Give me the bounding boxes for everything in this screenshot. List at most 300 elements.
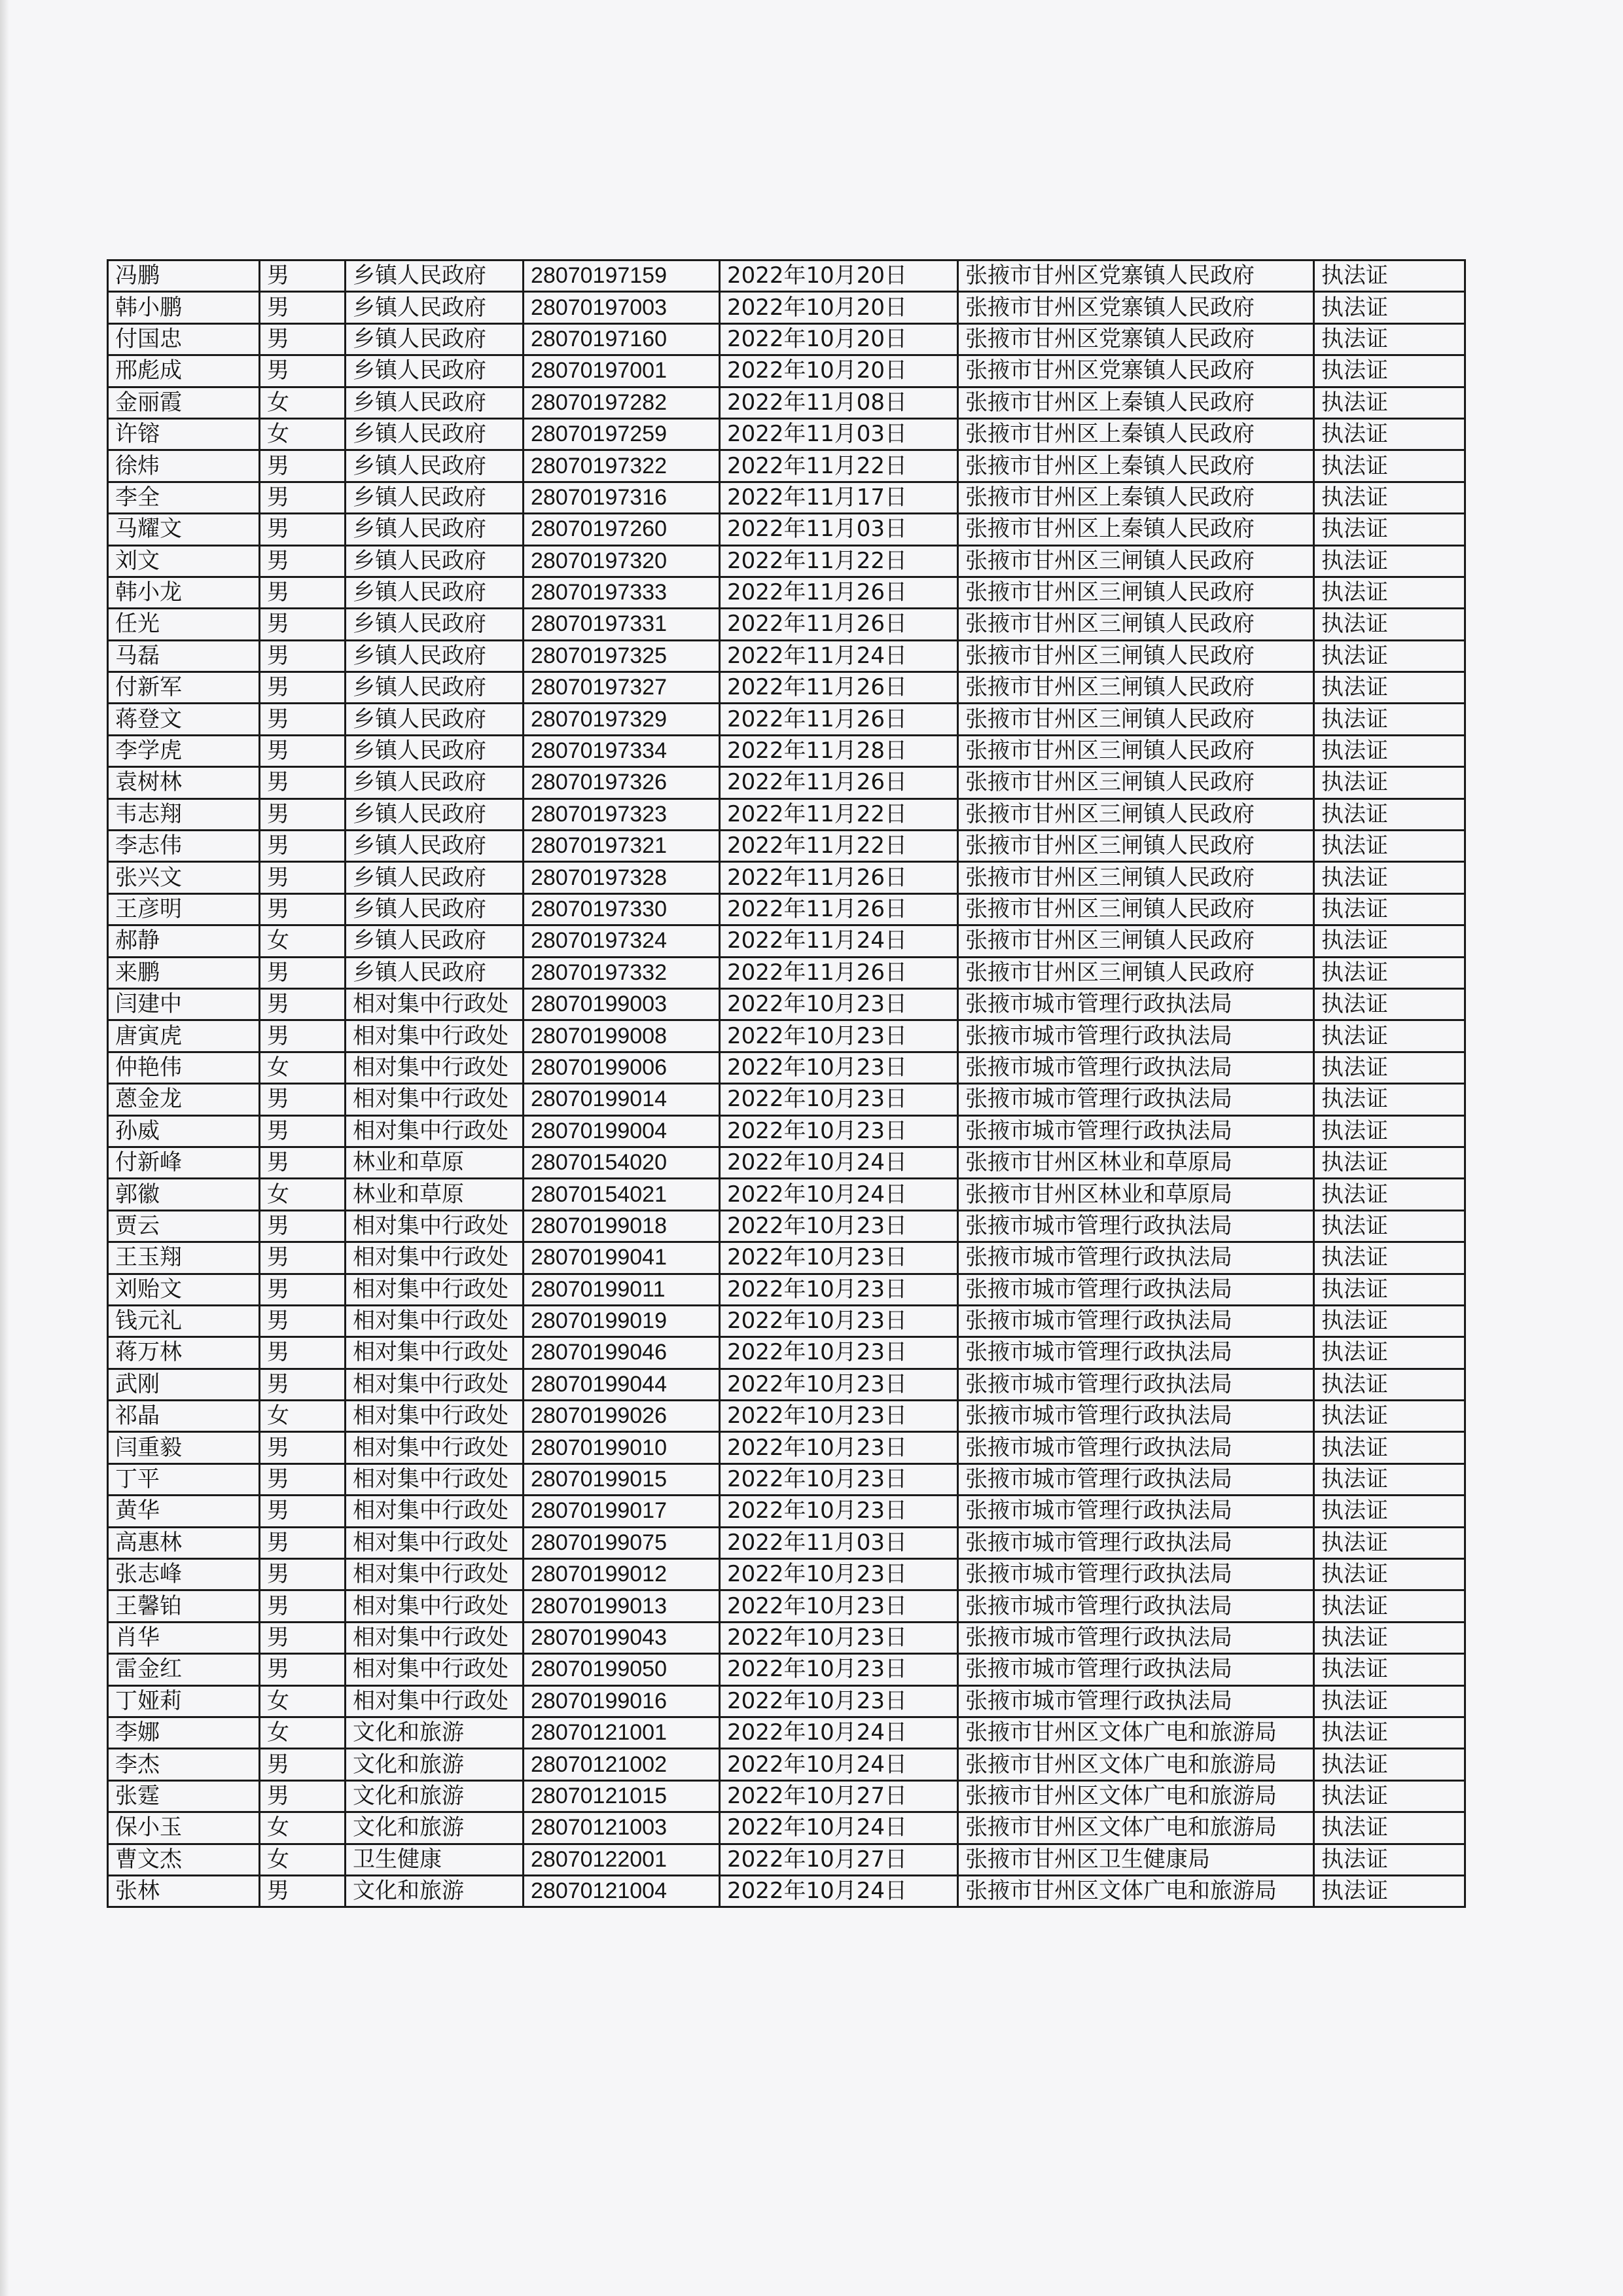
- gender-cell: 男: [260, 260, 346, 292]
- issue-date-cell: 2022年11月17日: [720, 482, 958, 513]
- table-row: [108, 1432, 1465, 1463]
- issue-date-cell: 2022年10月20日: [720, 292, 958, 323]
- issue-date-cell: 2022年10月23日: [720, 1210, 958, 1242]
- name-cell: 雷金红: [108, 1654, 260, 1685]
- gender-cell: 男: [260, 640, 346, 672]
- issue-date-cell: 2022年11月28日: [720, 735, 958, 766]
- gender-cell: 男: [260, 767, 346, 798]
- table-row: [108, 1147, 1465, 1178]
- table-row: [108, 1875, 1465, 1907]
- table-row: [108, 862, 1465, 893]
- certificate-number-cell: 28070197323: [524, 798, 720, 830]
- category-cell: 文化和旅游: [346, 1780, 524, 1812]
- category-cell: 乡镇人民政府: [346, 323, 524, 355]
- certificate-type-cell: 执法证: [1314, 355, 1465, 387]
- certificate-type-cell: 执法证: [1314, 482, 1465, 513]
- certificate-type-cell: 执法证: [1314, 387, 1465, 418]
- category-cell: 乡镇人民政府: [346, 292, 524, 323]
- name-cell: 蒋登文: [108, 704, 260, 735]
- issue-date-cell: 2022年10月23日: [720, 1305, 958, 1336]
- name-cell: 来鹏: [108, 957, 260, 988]
- category-cell: 相对集中行政处: [346, 1242, 524, 1274]
- gender-cell: 男: [260, 1337, 346, 1369]
- name-cell: 闫建中: [108, 988, 260, 1020]
- table-row: [108, 1463, 1465, 1495]
- name-cell: 钱元礼: [108, 1305, 260, 1336]
- agency-cell: 张掖市城市管理行政执法局: [958, 1052, 1314, 1083]
- gender-cell: 男: [260, 1590, 346, 1622]
- issue-date-cell: 2022年10月23日: [720, 1369, 958, 1400]
- issue-date-cell: 2022年11月24日: [720, 925, 958, 957]
- gender-cell: 男: [260, 450, 346, 482]
- table-row: [108, 418, 1465, 450]
- category-cell: 相对集中行政处: [346, 1115, 524, 1147]
- issue-date-cell: 2022年11月22日: [720, 450, 958, 482]
- agency-cell: 张掖市甘州区三闸镇人民政府: [958, 640, 1314, 672]
- name-cell: 丁平: [108, 1463, 260, 1495]
- gender-cell: 女: [260, 925, 346, 957]
- category-cell: 乡镇人民政府: [346, 798, 524, 830]
- agency-cell: 张掖市城市管理行政执法局: [958, 1432, 1314, 1463]
- name-cell: 韦志翔: [108, 798, 260, 830]
- certificate-type-cell: 执法证: [1314, 862, 1465, 893]
- certificate-number-cell: 28070197259: [524, 418, 720, 450]
- issue-date-cell: 2022年10月20日: [720, 355, 958, 387]
- table-row: [108, 1717, 1465, 1748]
- issue-date-cell: 2022年10月20日: [720, 323, 958, 355]
- category-cell: 文化和旅游: [346, 1875, 524, 1907]
- category-cell: 相对集中行政处: [346, 1654, 524, 1685]
- category-cell: 相对集中行政处: [346, 1432, 524, 1463]
- certificate-number-cell: 28070199041: [524, 1242, 720, 1274]
- certificate-type-cell: 执法证: [1314, 1274, 1465, 1305]
- table-row: [108, 957, 1465, 988]
- name-cell: 唐寅虎: [108, 1020, 260, 1052]
- gender-cell: 男: [260, 1496, 346, 1527]
- certificate-number-cell: 28070197003: [524, 292, 720, 323]
- certificate-number-cell: 28070197331: [524, 609, 720, 640]
- category-cell: 文化和旅游: [346, 1749, 524, 1780]
- issue-date-cell: 2022年10月23日: [720, 1084, 958, 1115]
- certificate-type-cell: 执法证: [1314, 831, 1465, 862]
- gender-cell: 女: [260, 1052, 346, 1083]
- certificate-number-cell: 28070197159: [524, 260, 720, 292]
- certificate-number-cell: 28070199075: [524, 1527, 720, 1558]
- category-cell: 乡镇人民政府: [346, 640, 524, 672]
- issue-date-cell: 2022年11月26日: [720, 577, 958, 608]
- gender-cell: 男: [260, 798, 346, 830]
- gender-cell: 男: [260, 1115, 346, 1147]
- category-cell: 相对集中行政处: [346, 1685, 524, 1717]
- issue-date-cell: 2022年10月23日: [720, 1590, 958, 1622]
- table-row: [108, 1590, 1465, 1622]
- certificate-number-cell: 28070197324: [524, 925, 720, 957]
- certificate-number-cell: 28070199046: [524, 1337, 720, 1369]
- table-row: [108, 1274, 1465, 1305]
- certificate-number-cell: 28070199026: [524, 1401, 720, 1432]
- category-cell: 相对集中行政处: [346, 1496, 524, 1527]
- gender-cell: 女: [260, 1844, 346, 1875]
- certificate-type-cell: 执法证: [1314, 1654, 1465, 1685]
- category-cell: 乡镇人民政府: [346, 735, 524, 766]
- agency-cell: 张掖市甘州区三闸镇人民政府: [958, 798, 1314, 830]
- name-cell: 李杰: [108, 1749, 260, 1780]
- table-row: [108, 482, 1465, 513]
- gender-cell: 男: [260, 862, 346, 893]
- certificate-number-cell: 28070154021: [524, 1179, 720, 1210]
- agency-cell: 张掖市城市管理行政执法局: [958, 1305, 1314, 1336]
- certificate-type-cell: 执法证: [1314, 1369, 1465, 1400]
- gender-cell: 男: [260, 1654, 346, 1685]
- category-cell: 乡镇人民政府: [346, 514, 524, 545]
- name-cell: 张志峰: [108, 1559, 260, 1590]
- certificate-type-cell: 执法证: [1314, 1812, 1465, 1844]
- table-row: [108, 1559, 1465, 1590]
- table-row: [108, 514, 1465, 545]
- name-cell: 贾云: [108, 1210, 260, 1242]
- certificate-type-cell: 执法证: [1314, 1717, 1465, 1748]
- table-row: [108, 577, 1465, 608]
- agency-cell: 张掖市甘州区文体广电和旅游局: [958, 1812, 1314, 1844]
- gender-cell: 女: [260, 1717, 346, 1748]
- certificate-number-cell: 28070197326: [524, 767, 720, 798]
- certificate-number-cell: 28070197329: [524, 704, 720, 735]
- name-cell: 付新峰: [108, 1147, 260, 1178]
- certificate-type-cell: 执法证: [1314, 1210, 1465, 1242]
- category-cell: 相对集中行政处: [346, 1369, 524, 1400]
- issue-date-cell: 2022年11月24日: [720, 640, 958, 672]
- certificate-type-cell: 执法证: [1314, 925, 1465, 957]
- name-cell: 李娜: [108, 1717, 260, 1748]
- table-row: [108, 1305, 1465, 1336]
- table-row: [108, 355, 1465, 387]
- category-cell: 林业和草原: [346, 1179, 524, 1210]
- table-row: [108, 323, 1465, 355]
- name-cell: 许镕: [108, 418, 260, 450]
- issue-date-cell: 2022年10月23日: [720, 988, 958, 1020]
- certificate-number-cell: 28070197321: [524, 831, 720, 862]
- issue-date-cell: 2022年10月23日: [720, 1115, 958, 1147]
- table-row: [108, 1369, 1465, 1400]
- agency-cell: 张掖市城市管理行政执法局: [958, 1685, 1314, 1717]
- issue-date-cell: 2022年10月23日: [720, 1274, 958, 1305]
- certificate-type-cell: 执法证: [1314, 1401, 1465, 1432]
- category-cell: 卫生健康: [346, 1844, 524, 1875]
- issue-date-cell: 2022年10月23日: [720, 1020, 958, 1052]
- agency-cell: 张掖市城市管理行政执法局: [958, 1590, 1314, 1622]
- table-row: [108, 640, 1465, 672]
- certificate-number-cell: 28070122001: [524, 1844, 720, 1875]
- table-row: [108, 1210, 1465, 1242]
- certificate-number-cell: 28070197160: [524, 323, 720, 355]
- agency-cell: 张掖市城市管理行政执法局: [958, 1527, 1314, 1558]
- table-row: [108, 1654, 1465, 1685]
- name-cell: 闫重毅: [108, 1432, 260, 1463]
- gender-cell: 女: [260, 1685, 346, 1717]
- issue-date-cell: 2022年10月27日: [720, 1844, 958, 1875]
- issue-date-cell: 2022年10月27日: [720, 1780, 958, 1812]
- category-cell: 相对集中行政处: [346, 1401, 524, 1432]
- certificate-number-cell: 28070199016: [524, 1685, 720, 1717]
- agency-cell: 张掖市甘州区三闸镇人民政府: [958, 545, 1314, 577]
- gender-cell: 男: [260, 893, 346, 925]
- certificate-number-cell: 28070199050: [524, 1654, 720, 1685]
- certificate-number-cell: 28070199015: [524, 1463, 720, 1495]
- issue-date-cell: 2022年10月23日: [720, 1685, 958, 1717]
- category-cell: 乡镇人民政府: [346, 672, 524, 704]
- category-cell: 相对集中行政处: [346, 1559, 524, 1590]
- certificate-type-cell: 执法证: [1314, 1875, 1465, 1907]
- certificate-number-cell: 28070197325: [524, 640, 720, 672]
- category-cell: 乡镇人民政府: [346, 482, 524, 513]
- issue-date-cell: 2022年10月24日: [720, 1179, 958, 1210]
- name-cell: 王彦明: [108, 893, 260, 925]
- certificate-number-cell: 28070199019: [524, 1305, 720, 1336]
- table-row: [108, 1179, 1465, 1210]
- table-row: [108, 1337, 1465, 1369]
- certificate-type-cell: 执法证: [1314, 577, 1465, 608]
- certificate-number-cell: 28070197334: [524, 735, 720, 766]
- table-row: [108, 1496, 1465, 1527]
- table-row: [108, 1527, 1465, 1558]
- certificate-type-cell: 执法证: [1314, 1749, 1465, 1780]
- agency-cell: 张掖市甘州区三闸镇人民政府: [958, 957, 1314, 988]
- certificate-type-cell: 执法证: [1314, 767, 1465, 798]
- certificate-number-cell: 28070199006: [524, 1052, 720, 1083]
- certificate-type-cell: 执法证: [1314, 893, 1465, 925]
- name-cell: 王玉翔: [108, 1242, 260, 1274]
- category-cell: 相对集中行政处: [346, 1337, 524, 1369]
- category-cell: 乡镇人民政府: [346, 450, 524, 482]
- certificate-number-cell: 28070199004: [524, 1115, 720, 1147]
- name-cell: 高惠林: [108, 1527, 260, 1558]
- table-row: [108, 1401, 1465, 1432]
- name-cell: 曹文杰: [108, 1844, 260, 1875]
- gender-cell: 男: [260, 482, 346, 513]
- certificate-type-cell: 执法证: [1314, 1559, 1465, 1590]
- table-row: [108, 925, 1465, 957]
- agency-cell: 张掖市甘州区三闸镇人民政府: [958, 577, 1314, 608]
- agency-cell: 张掖市甘州区文体广电和旅游局: [958, 1749, 1314, 1780]
- agency-cell: 张掖市城市管理行政执法局: [958, 1274, 1314, 1305]
- agency-cell: 张掖市甘州区文体广电和旅游局: [958, 1717, 1314, 1748]
- name-cell: 祁晶: [108, 1401, 260, 1432]
- certificate-type-cell: 执法证: [1314, 260, 1465, 292]
- certificate-number-cell: 28070199010: [524, 1432, 720, 1463]
- issue-date-cell: 2022年10月23日: [720, 1559, 958, 1590]
- name-cell: 金丽霞: [108, 387, 260, 418]
- table-row: [108, 1622, 1465, 1653]
- category-cell: 相对集中行政处: [346, 1622, 524, 1653]
- issue-date-cell: 2022年11月26日: [720, 609, 958, 640]
- table-body: [108, 260, 1465, 1907]
- table-row: [108, 609, 1465, 640]
- name-cell: 马磊: [108, 640, 260, 672]
- name-cell: 蒽金龙: [108, 1084, 260, 1115]
- gender-cell: 男: [260, 1020, 346, 1052]
- agency-cell: 张掖市甘州区三闸镇人民政府: [958, 831, 1314, 862]
- gender-cell: 男: [260, 672, 346, 704]
- name-cell: 刘贻文: [108, 1274, 260, 1305]
- certificate-number-cell: 28070154020: [524, 1147, 720, 1178]
- agency-cell: 张掖市甘州区三闸镇人民政府: [958, 672, 1314, 704]
- certificate-type-cell: 执法证: [1314, 1147, 1465, 1178]
- certificate-type-cell: 执法证: [1314, 1020, 1465, 1052]
- category-cell: 乡镇人民政府: [346, 831, 524, 862]
- certificate-type-cell: 执法证: [1314, 1496, 1465, 1527]
- gender-cell: 男: [260, 1305, 346, 1336]
- agency-cell: 张掖市城市管理行政执法局: [958, 1496, 1314, 1527]
- gender-cell: 女: [260, 387, 346, 418]
- certificate-type-cell: 执法证: [1314, 1052, 1465, 1083]
- gender-cell: 女: [260, 418, 346, 450]
- category-cell: 乡镇人民政府: [346, 609, 524, 640]
- name-cell: 张霆: [108, 1780, 260, 1812]
- category-cell: 乡镇人民政府: [346, 577, 524, 608]
- gender-cell: 男: [260, 1463, 346, 1495]
- name-cell: 韩小鹏: [108, 292, 260, 323]
- agency-cell: 张掖市城市管理行政执法局: [958, 1369, 1314, 1400]
- certificate-number-cell: 28070197327: [524, 672, 720, 704]
- category-cell: 相对集中行政处: [346, 1305, 524, 1336]
- issue-date-cell: 2022年10月23日: [720, 1242, 958, 1274]
- certificate-type-cell: 执法证: [1314, 957, 1465, 988]
- certificate-type-cell: 执法证: [1314, 1432, 1465, 1463]
- certificate-type-cell: 执法证: [1314, 1844, 1465, 1875]
- issue-date-cell: 2022年10月23日: [720, 1654, 958, 1685]
- certificate-number-cell: 28070197282: [524, 387, 720, 418]
- gender-cell: 男: [260, 545, 346, 577]
- category-cell: 相对集中行政处: [346, 988, 524, 1020]
- gender-cell: 男: [260, 355, 346, 387]
- issue-date-cell: 2022年10月24日: [720, 1875, 958, 1907]
- agency-cell: 张掖市甘州区三闸镇人民政府: [958, 735, 1314, 766]
- issue-date-cell: 2022年11月26日: [720, 704, 958, 735]
- agency-cell: 张掖市甘州区党寨镇人民政府: [958, 355, 1314, 387]
- gender-cell: 男: [260, 1559, 346, 1590]
- category-cell: 文化和旅游: [346, 1717, 524, 1748]
- certificate-type-cell: 执法证: [1314, 672, 1465, 704]
- agency-cell: 张掖市甘州区上秦镇人民政府: [958, 418, 1314, 450]
- certificate-number-cell: 28070199013: [524, 1590, 720, 1622]
- issue-date-cell: 2022年11月03日: [720, 1527, 958, 1558]
- certificate-number-cell: 28070199003: [524, 988, 720, 1020]
- certificate-type-cell: 执法证: [1314, 323, 1465, 355]
- certificate-type-cell: 执法证: [1314, 1780, 1465, 1812]
- category-cell: 相对集中行政处: [346, 1527, 524, 1558]
- category-cell: 乡镇人民政府: [346, 893, 524, 925]
- issue-date-cell: 2022年10月24日: [720, 1147, 958, 1178]
- table-row: [108, 1052, 1465, 1083]
- agency-cell: 张掖市甘州区卫生健康局: [958, 1844, 1314, 1875]
- name-cell: 刘文: [108, 545, 260, 577]
- agency-cell: 张掖市甘州区上秦镇人民政府: [958, 482, 1314, 513]
- issue-date-cell: 2022年10月23日: [720, 1337, 958, 1369]
- certificate-number-cell: 28070121004: [524, 1875, 720, 1907]
- issue-date-cell: 2022年11月03日: [720, 514, 958, 545]
- agency-cell: 张掖市甘州区三闸镇人民政府: [958, 893, 1314, 925]
- gender-cell: 男: [260, 514, 346, 545]
- agency-cell: 张掖市城市管理行政执法局: [958, 1622, 1314, 1653]
- name-cell: 付国忠: [108, 323, 260, 355]
- gender-cell: 男: [260, 988, 346, 1020]
- gender-cell: 男: [260, 1210, 346, 1242]
- gender-cell: 女: [260, 1812, 346, 1844]
- certificate-number-cell: 28070199014: [524, 1084, 720, 1115]
- issue-date-cell: 2022年11月22日: [720, 798, 958, 830]
- certificate-type-cell: 执法证: [1314, 1242, 1465, 1274]
- certificate-type-cell: 执法证: [1314, 1590, 1465, 1622]
- certificate-number-cell: 28070199012: [524, 1559, 720, 1590]
- certificate-type-cell: 执法证: [1314, 609, 1465, 640]
- certificate-number-cell: 28070199008: [524, 1020, 720, 1052]
- certificate-type-cell: 执法证: [1314, 735, 1465, 766]
- agency-cell: 张掖市甘州区文体广电和旅游局: [958, 1780, 1314, 1812]
- agency-cell: 张掖市甘州区文体广电和旅游局: [958, 1875, 1314, 1907]
- issue-date-cell: 2022年10月24日: [720, 1717, 958, 1748]
- name-cell: 保小玉: [108, 1812, 260, 1844]
- certificate-number-cell: 28070197322: [524, 450, 720, 482]
- agency-cell: 张掖市甘州区党寨镇人民政府: [958, 260, 1314, 292]
- agency-cell: 张掖市甘州区三闸镇人民政府: [958, 767, 1314, 798]
- gender-cell: 男: [260, 1780, 346, 1812]
- table-row: [108, 988, 1465, 1020]
- table-row: [108, 1749, 1465, 1780]
- gender-cell: 男: [260, 323, 346, 355]
- table-row: [108, 545, 1465, 577]
- issue-date-cell: 2022年11月22日: [720, 831, 958, 862]
- category-cell: 相对集中行政处: [346, 1463, 524, 1495]
- issue-date-cell: 2022年10月23日: [720, 1401, 958, 1432]
- gender-cell: 男: [260, 1242, 346, 1274]
- enforcement-certificate-table: [107, 259, 1466, 1908]
- issue-date-cell: 2022年10月23日: [720, 1622, 958, 1653]
- table-row: [108, 767, 1465, 798]
- issue-date-cell: 2022年11月26日: [720, 893, 958, 925]
- certificate-type-cell: 执法证: [1314, 1463, 1465, 1495]
- certificate-type-cell: 执法证: [1314, 450, 1465, 482]
- agency-cell: 张掖市甘州区三闸镇人民政府: [958, 925, 1314, 957]
- certificate-type-cell: 执法证: [1314, 640, 1465, 672]
- category-cell: 乡镇人民政府: [346, 545, 524, 577]
- category-cell: 文化和旅游: [346, 1812, 524, 1844]
- gender-cell: 男: [260, 1084, 346, 1115]
- name-cell: 马耀文: [108, 514, 260, 545]
- agency-cell: 张掖市甘州区三闸镇人民政府: [958, 862, 1314, 893]
- certificate-type-cell: 执法证: [1314, 1115, 1465, 1147]
- table-row: [108, 1242, 1465, 1274]
- gender-cell: 男: [260, 1274, 346, 1305]
- name-cell: 冯鹏: [108, 260, 260, 292]
- agency-cell: 张掖市甘州区林业和草原局: [958, 1147, 1314, 1178]
- certificate-type-cell: 执法证: [1314, 514, 1465, 545]
- name-cell: 张林: [108, 1875, 260, 1907]
- name-cell: 李学虎: [108, 735, 260, 766]
- agency-cell: 张掖市城市管理行政执法局: [958, 1654, 1314, 1685]
- certificate-type-cell: 执法证: [1314, 545, 1465, 577]
- gender-cell: 男: [260, 1432, 346, 1463]
- category-cell: 相对集中行政处: [346, 1052, 524, 1083]
- table-row: [108, 260, 1465, 292]
- gender-cell: 男: [260, 831, 346, 862]
- issue-date-cell: 2022年11月08日: [720, 387, 958, 418]
- certificate-number-cell: 28070197001: [524, 355, 720, 387]
- agency-cell: 张掖市城市管理行政执法局: [958, 1337, 1314, 1369]
- table-row: [108, 893, 1465, 925]
- certificate-type-cell: 执法证: [1314, 1527, 1465, 1558]
- table-row: [108, 1685, 1465, 1717]
- scan-page-edge: [0, 0, 9, 2296]
